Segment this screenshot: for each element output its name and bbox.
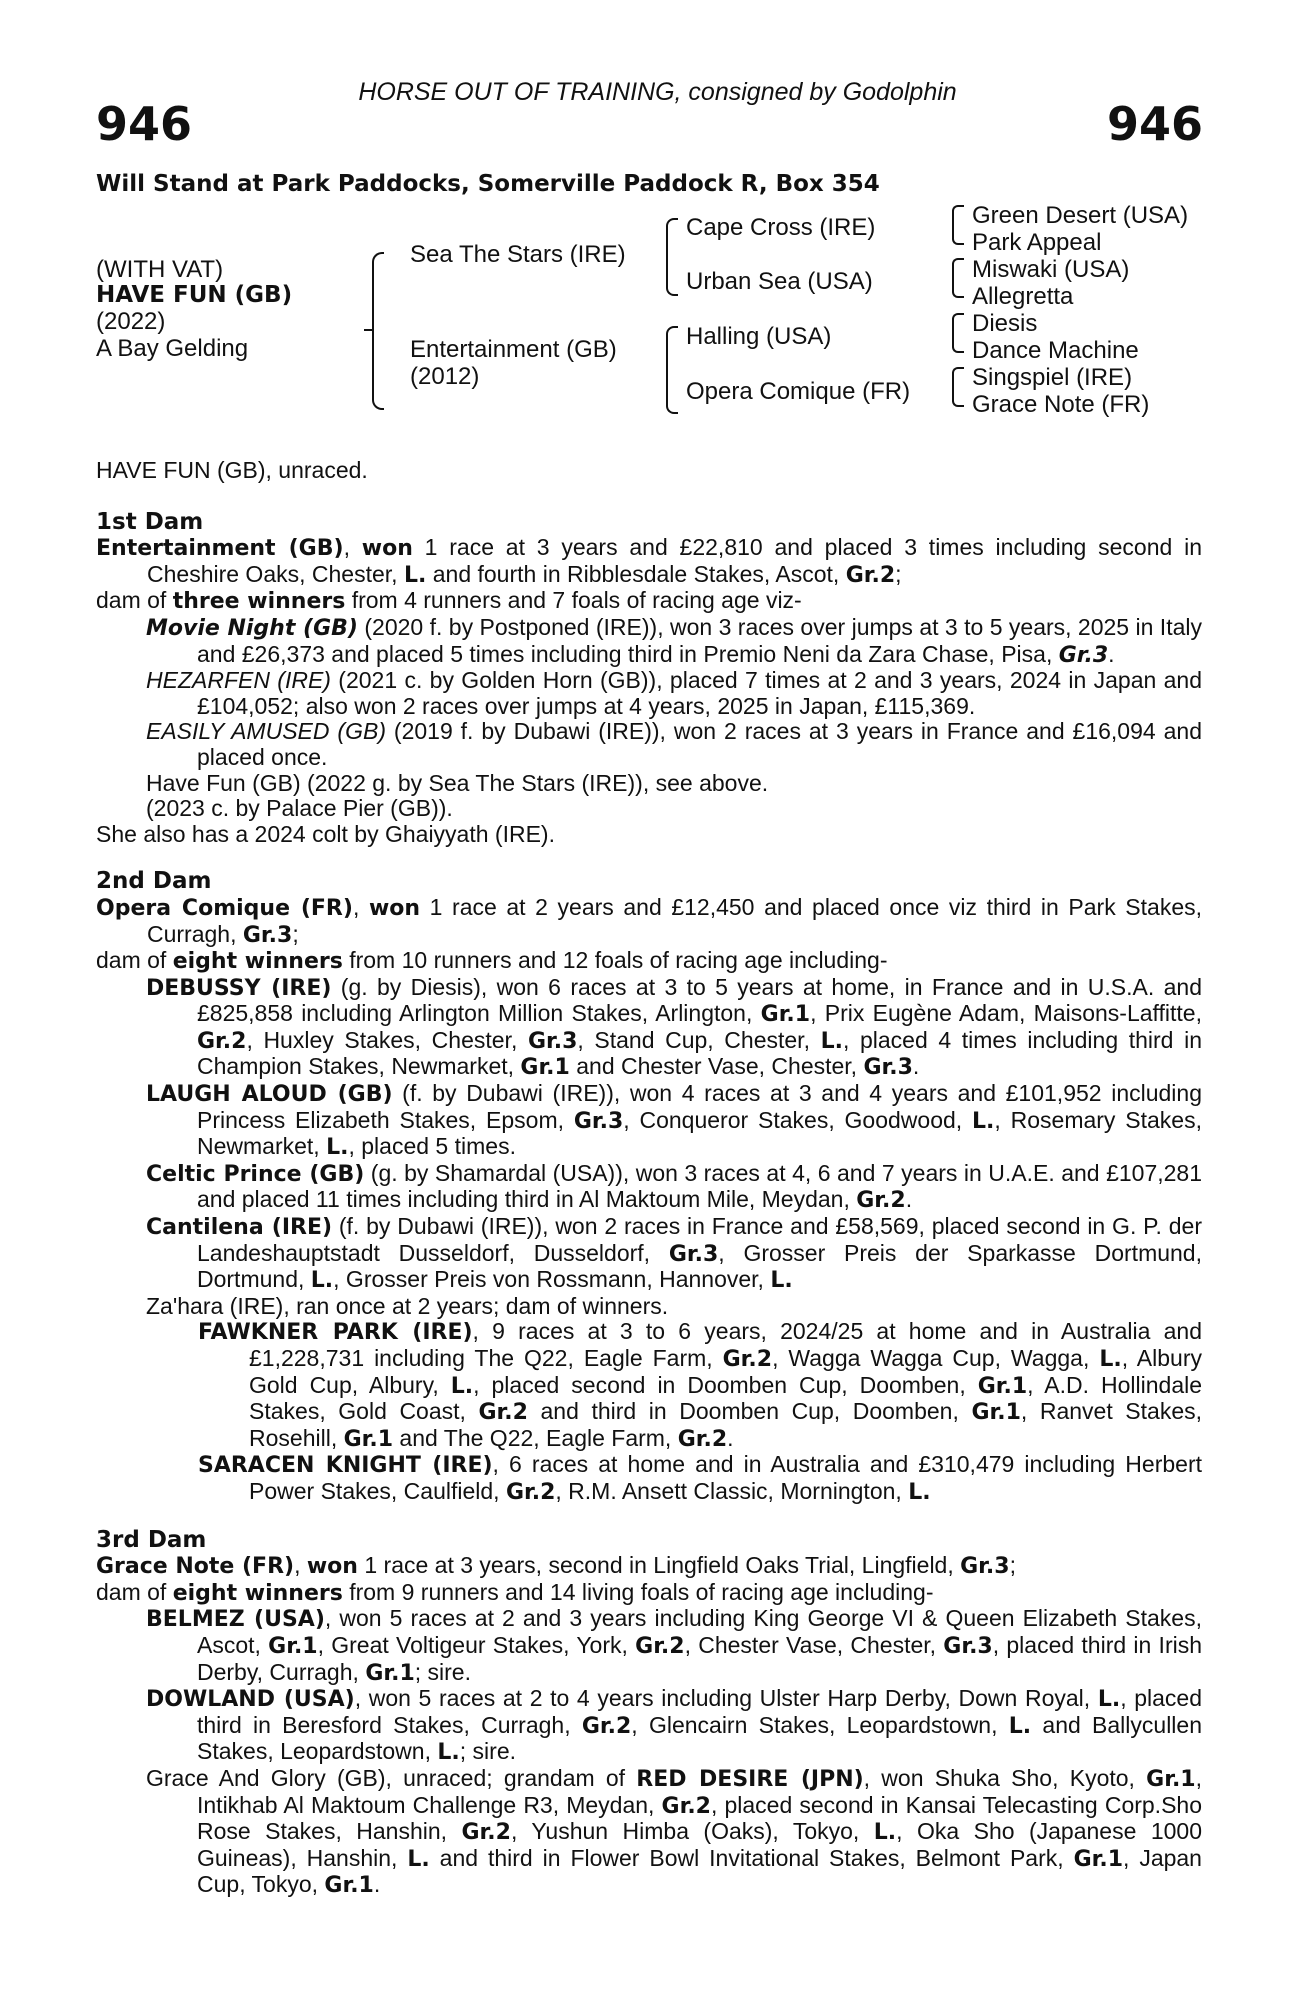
gg-brace-2 (952, 258, 964, 298)
third-dam-produce-summary: dam of eight winners from 9 runners and 14 living foals of racing age including- (96, 1578, 934, 1606)
gg-brace-4 (952, 367, 964, 407)
gg-2: Park Appeal (972, 229, 1102, 256)
produce-grace-and-glory: Grace And Glory (GB), unraced; grandam of RED DESIRE (JPN), won Shuka Sho, Kyoto, Gr.1, Intikhab Al Maktoum Challenge R3, Meydan, Gr.2, placed second in Kansai Telecasting Corp.Sho Rose Stakes, Hanshin, Gr.2, Yushun Himba (Oaks), Tokyo, L., Oka Sho (Japanese 1000 Guineas), Hanshin, L. and third in Flower Bowl Invitational Stakes, Belmont Park, Gr.1, Japan Cup, Tokyo, Gr.1. (146, 1764, 1202, 1899)
sire-brace (666, 218, 678, 296)
horse-name: HAVE FUN (GB) (96, 282, 293, 308)
stand-info: Will Stand at Park Paddocks, Somerville Paddock R, Box 354 (96, 171, 880, 197)
dam-brace (666, 326, 678, 414)
produce-celtic-prince: Celtic Prince (GB) (g. by Shamardal (USA)), won 3 races at 4, 6 and 7 years in U.A.E. and £107,281 and placed 11 times including third in Al Maktoum Mile, Meydan, Gr.2. (146, 1159, 1202, 1214)
dam-sire: Halling (USA) (686, 323, 832, 350)
lot-number-left: 946 (96, 97, 193, 151)
second-dam-record: Opera Comique (FR), won 1 race at 2 years and £12,450 and placed once viz third in Park Stakes, Curragh, Gr.3; (96, 893, 1203, 948)
second-dam-produce-summary: dam of eight winners from 10 runners and 12 foals of racing age including- (96, 947, 888, 975)
horse-description: A Bay Gelding (96, 335, 249, 362)
produce-2023-colt: (2023 c. by Palace Pier (GB)). (146, 795, 453, 822)
gg-4: Allegretta (972, 283, 1074, 310)
produce-saracen-knight: SARACEN KNIGHT (IRE), 6 races at home and in Australia and £310,479 including Herbert Power Stakes, Caulfield, Gr.2, R.M. Ansett Classic, Mornington, L. (198, 1451, 1202, 1505)
sire: Sea The Stars (IRE) (410, 241, 626, 268)
horse-year: (2022) (96, 308, 166, 335)
produce-hezarfen: HEZARFEN (IRE) (2021 c. by Golden Horn (GB)), placed 7 times at 2 and 3 years, 2024 in Japan and £104,052; also won 2 races over jumps at 4 years, 2025 in Japan, £115,369. (146, 667, 1203, 719)
lot-number-right: 946 (1106, 97, 1203, 151)
produce-laugh-aloud: LAUGH ALOUD (GB) (f. by Dubawi (IRE)), won 4 races at 3 and 4 years and £101,952 including Princess Elizabeth Stakes, Epsom, Gr.3, Conqueror Stakes, Goodwood, L., Rosemary Stakes, Newmarket, L., placed 5 times. (146, 1080, 1202, 1161)
dam: Entertainment (GB) (410, 336, 617, 363)
catalogue-body (96, 458, 1202, 1899)
sire-sire: Cape Cross (IRE) (686, 214, 876, 241)
gg-1: Green Desert (USA) (972, 202, 1189, 229)
produce-cantilena: Cantilena (IRE) (f. by Dubawi (IRE)), won 2 races in France and £58,569, placed second in G. P. der Landeshauptstadt Dusseldorf, Dusseldorf, Gr.3, Grosser Preis der Sparkasse Dortmund, Dortmund, L., Grosser Preis von Rossmann, Hannover, L. (146, 1213, 1202, 1294)
gg-brace-1 (952, 205, 964, 245)
second-dam-heading: 2nd Dam (96, 868, 212, 895)
first-dam-record: Entertainment (GB), won 1 race at 3 years and £22,810 and placed 3 times including second in Cheshire Oaks, Chester, L. and fourth in Ribblesdale Stakes, Ascot, Gr.2; (96, 534, 1202, 588)
produce-belmez: BELMEZ (USA), won 5 races at 2 and 3 years including King George VI & Queen Elizabeth Stakes, Ascot, Gr.1, Great Voltigeur Stakes, York, Gr.2, Chester Vase, Chester, Gr.3, placed third in Irish Derby, Curragh, Gr.1; sire. (146, 1605, 1203, 1686)
pedigree-brace (372, 252, 384, 410)
gg-5: Diesis (972, 310, 1038, 337)
dam-dam: Opera Comique (FR) (686, 378, 911, 405)
gg-8: Grace Note (FR) (972, 391, 1150, 418)
page-title: HORSE OUT OF TRAINING, consigned by Godolphin (358, 78, 957, 106)
gg-6: Dance Machine (972, 337, 1139, 364)
produce-easily-amused: EASILY AMUSED (GB) (2019 f. by Dubawi (IRE)), won 2 races at 3 years in France and £16,094 and placed once. (146, 718, 1202, 770)
gg-brace-3 (952, 313, 964, 353)
produce-movie-night: Movie Night (GB) (2020 f. by Postponed (IRE)), won 3 races over jumps at 3 to 5 years, 2025 in Italy and £26,373 and placed 5 times including third in Premio Neni da Zara Chase, Pisa, Gr.3. (146, 613, 1202, 668)
dam-year: (2012) (410, 363, 480, 390)
produce-fawkner-park: FAWKNER PARK (IRE), 9 races at 3 to 6 years, 2024/25 at home and in Australia and £1,228,731 including The Q22, Eagle Farm, Gr.2, Wagga Wagga Cup, Wagga, L., Albury Gold Cup, Albury, L., placed second in Doomben Cup, Doomben, Gr.1, A.D. Hollindale Stakes, Gold Coast, Gr.2 and third in Doomben Cup, Doomben, Gr.1, Ranvet Stakes, Rosehill, Gr.1 and The Q22, Eagle Farm, Gr.2. (198, 1318, 1203, 1452)
gg-7: Singspiel (IRE) (972, 364, 1133, 391)
pedigree-brace-tip (364, 329, 372, 331)
sire-dam: Urban Sea (USA) (686, 268, 873, 295)
produce-debussy: DEBUSSY (IRE) (g. by Diesis), won 6 races at 3 to 5 years at home, in France and in U.S.A. and £825,858 including Arlington Million Stakes, Arlington, Gr.1, Prix Eugène Adam, Maisons-Laffitte, Gr.2, Huxley Stakes, Chester, Gr.3, Stand Cup, Chester, L., placed 4 times including third in Champion Stakes, Newmarket, Gr.1 and Chester Vase, Chester, Gr.3. (146, 973, 1202, 1081)
first-dam-produce-summary: dam of three winners from 4 runners and 7 foals of racing age viz- (96, 587, 802, 615)
first-dam-also: She also has a 2024 colt by Ghaiyyath (IRE). (96, 820, 555, 847)
third-dam-heading: 3rd Dam (96, 1526, 207, 1553)
vat-label: (WITH VAT) (96, 256, 224, 283)
produce-dowland: DOWLAND (USA), won 5 races at 2 to 4 years including Ulster Harp Derby, Down Royal, L., placed third in Beresford Stakes, Curragh, Gr.2, Glencairn Stakes, Leopardstown, L. and Ballycullen Stakes, Leopardstown, L.; sire. (146, 1685, 1203, 1766)
produce-zahara: Za'hara (IRE), ran once at 2 years; dam of winners. (146, 1292, 669, 1319)
gg-3: Miswaki (USA) (972, 256, 1130, 283)
intro-line: HAVE FUN (GB), unraced. (96, 457, 368, 483)
third-dam-record: Grace Note (FR), won 1 race at 3 years, second in Lingfield Oaks Trial, Lingfield, Gr.3; (96, 1552, 1016, 1580)
first-dam-heading: 1st Dam (96, 508, 204, 535)
produce-have-fun: Have Fun (GB) (2022 g. by Sea The Stars (IRE)), see above. (146, 769, 769, 796)
